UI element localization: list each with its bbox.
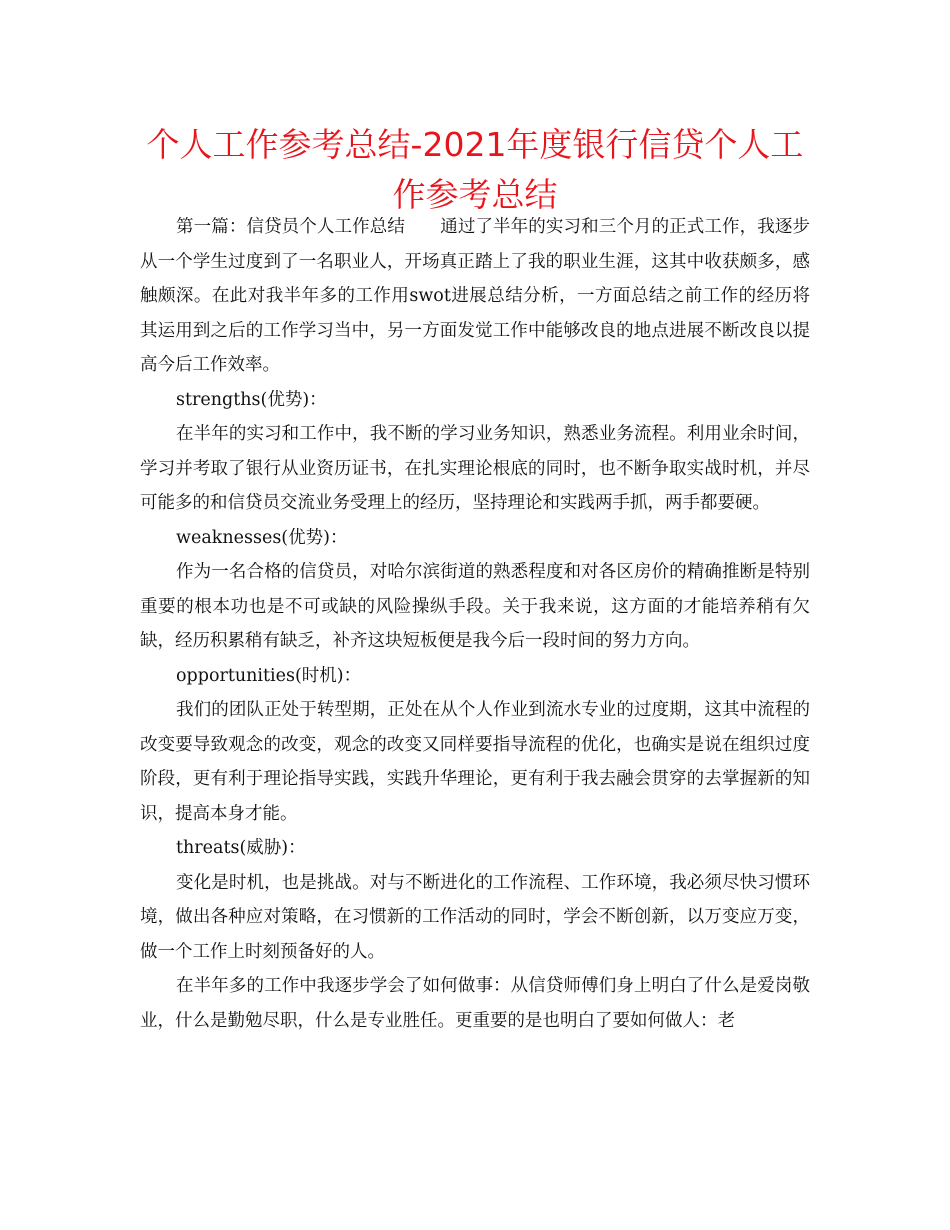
paragraph-strengths: 在半年的实习和工作中，我不断的学习业务知识，熟悉业务流程。利用业余时间，学习并考取了银行从业资历证书，在扎实理论根底的同时，也不断争取实战时机，并尽可能多的和信贷员交流业务受理上的经历，坚持理论和实践两手抓，两手都要硬。: [140, 424, 810, 513]
paragraph-threats: 变化是时机，也是挑战。对与不断进化的工作流程、工作环境，我必须尽快习惯环境，做出各种应对策略，在习惯新的工作活动的同时，学会不断创新，以万变应万变，做一个工作上时刻预备好的人。: [140, 872, 810, 962]
heading-weaknesses: weaknesses(优势)：: [176, 527, 348, 548]
paragraph-intro: 第一篇：信贷员个人工作总结 通过了半年的实习和三个月的正式工作，我逐步从一个学生过度到了一名职业人，开场真正踏上了我的职业生涯，这其中收获颇多，感触颇深。在此对我半年多的工作用swot进展总结分析，一方面总结之前工作的经历将其运用到之后的工作学习当中，另一方面发觉工作中能够改良的地点进展不断改良以提高今后工作效率。: [140, 217, 810, 375]
heading-opportunities: opportunities(时机)：: [176, 665, 362, 686]
paragraph-opportunities: 我们的团队正处于转型期，正处在从个人作业到流水专业的过度期，这其中流程的改变要导致观念的改变，观念的改变又同样要指导流程的优化，也确实是说在组织过度阶段，更有利于理论指导实践，实践升华理论，更有利于我去融会贯穿的去掌握新的知识，提高本身才能。: [140, 700, 810, 824]
paragraph-weaknesses: 作为一名合格的信贷员，对哈尔滨街道的熟悉程度和对各区房价的精确推断是特别重要的根本功也是不可或缺的风险操纵手段。关于我来说，这方面的才能培养稍有欠缺，经历积累稍有缺乏，补齐这块短板便是我今后一段时间的努力方向。: [140, 562, 810, 651]
heading-strengths: strengths(优势)：: [176, 389, 327, 410]
document-title: 个人工作参考总结-2021年度银行信贷个人工作参考总结: [146, 125, 804, 214]
document-body: [140, 210, 810, 1038]
paragraph-conclusion: 在半年多的工作中我逐步学会了如何做事：从信贷师傅们身上明白了什么是爱岗敬业，什么是勤勉尽职，什么是专业胜任。更重要的是也明白了要如何做人：老: [140, 976, 810, 1031]
heading-threats: threats(威胁)：: [176, 838, 306, 858]
